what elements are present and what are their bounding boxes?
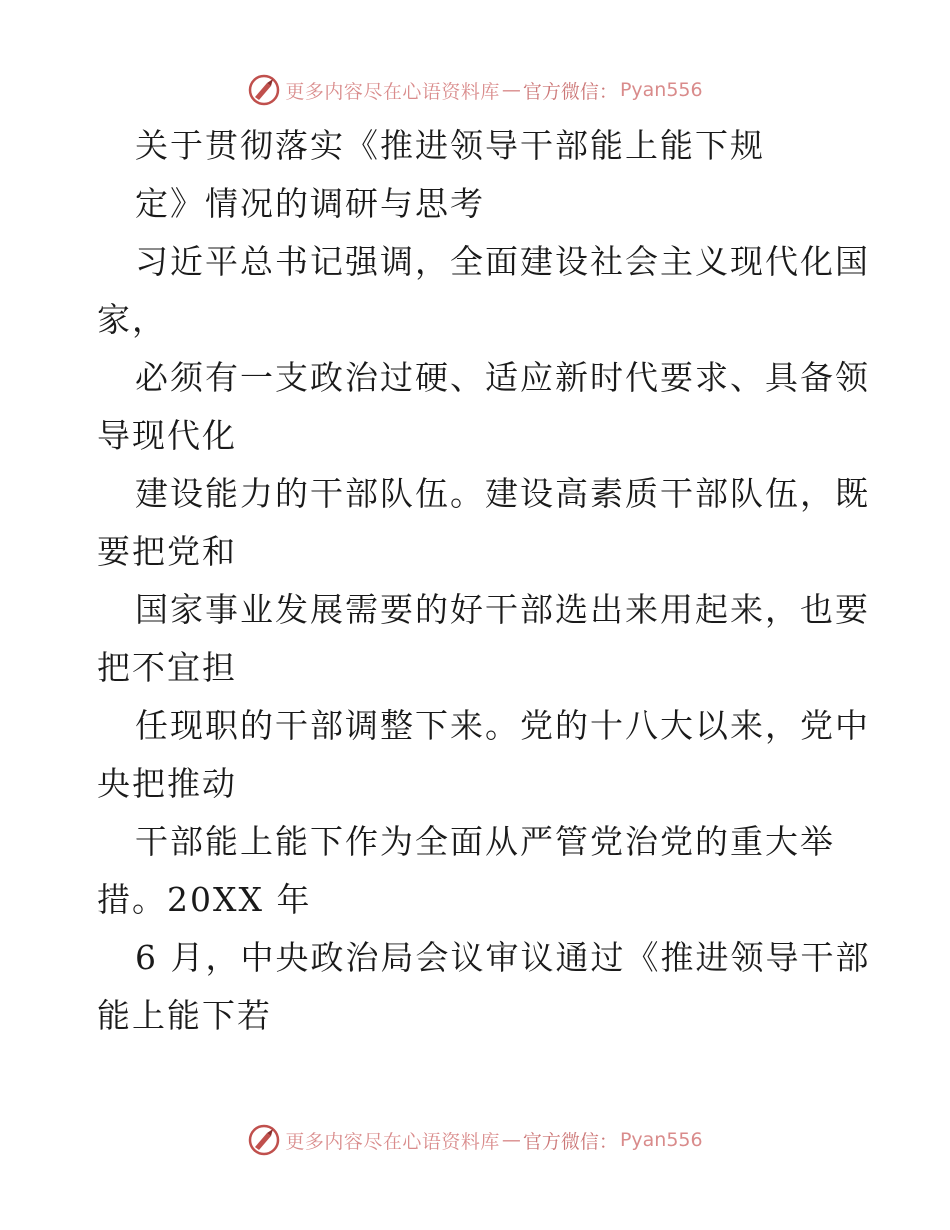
text-line: 任现职的干部调整下来。党的十八大以来，党中 [135, 706, 870, 745]
watermark-text: 更多内容尽在心语资料库 [285, 80, 500, 103]
text-line: 措。20XX 年 [97, 880, 312, 919]
text-line: 导现代化 [97, 416, 237, 455]
text-line: 干部能上能下作为全面从严管党治党的重大举 [135, 822, 835, 861]
text-line: 国家事业发展需要的好干部选出来用起来，也要 [135, 590, 870, 629]
watermark-wechat-id: Pyan556 [619, 79, 703, 101]
watermark-wechat-label: 官方微信： [522, 80, 618, 103]
text-line: 习近平总书记强调，全面建设社会主义现代化国 [135, 242, 870, 281]
text-line: 定》情况的调研与思考 [135, 184, 485, 223]
watermark-text: 更多内容尽在心语资料库 [285, 1130, 500, 1153]
text-line: 6 月，中央政治局会议审议通过《推进领导干部 [135, 938, 871, 977]
text-line: 关于贯彻落实《推进领导干部能上能下规 [135, 126, 765, 165]
logo-icon [247, 73, 281, 107]
watermark-wechat-label: 官方微信： [522, 1130, 618, 1153]
watermark-wechat-id: Pyan556 [619, 1129, 703, 1151]
logo-icon [247, 1123, 281, 1157]
footer-watermark [0, 1120, 950, 1160]
text-line: 家， [97, 300, 167, 339]
text-line: 建设能力的干部队伍。建设高素质干部队伍，既 [135, 474, 870, 513]
text-line: 必须有一支政治过硬、适应新时代要求、具备领 [135, 358, 870, 397]
text-line: 央把推动 [97, 764, 237, 803]
watermark-separator: — [501, 79, 521, 101]
watermark-separator: — [501, 1129, 521, 1151]
text-line: 把不宜担 [97, 648, 237, 687]
text-line: 能上能下若 [97, 996, 272, 1035]
document-body [97, 117, 871, 1045]
header-watermark [0, 70, 950, 110]
text-line: 要把党和 [97, 532, 237, 571]
